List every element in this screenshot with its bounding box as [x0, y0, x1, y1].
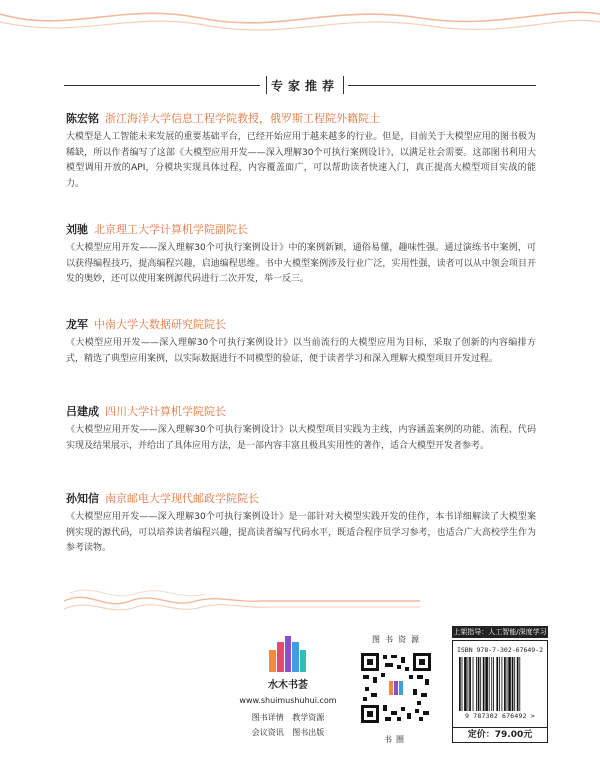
endorser-title: 四川大学计算机学院院长	[105, 405, 226, 418]
endorsement-text: 《大模型应用开发——深入理解30个可执行案例设计》以当前流行的大模型应用为目标，采取了创新的内容编排方式，精选了典型应用案例，以实际数据进行不同模型的验证，便于读者学习和深入理解大模型项目开发过程。	[66, 338, 536, 364]
bottom-wave-decoration	[60, 583, 420, 619]
isbn-text: ISBN 978-7-302-67649-2	[456, 646, 544, 654]
barcode-digits: 9 787302 676492 >	[465, 712, 535, 720]
endorser-name: 龙军	[66, 318, 88, 331]
endorsement-text: 《大模型应用开发——深入理解30个可执行案例设计》以大模型项目实践为主线，内容涵盖案例的功能、流程、代码实现及结果展示，并给出了具体应用方法，是一部内容丰富且极具实用性的著作，适合大模型开发者参考。	[66, 425, 536, 451]
endorser-title: 浙江海洋大学信息工程学院教授，俄罗斯工程院外籍院士	[105, 112, 380, 125]
publisher-logo-icon	[266, 634, 308, 674]
shelving-category: 上架指导：人工智能/深度学习	[453, 628, 547, 636]
header-rule-left	[64, 85, 260, 86]
endorser-name: 陈宏铭	[66, 112, 99, 125]
section-heading: 专家推荐	[270, 78, 339, 93]
endorser-name: 吕建成	[66, 405, 99, 418]
publisher-url: www.shuimushuhui.com	[239, 696, 337, 705]
barcode-box	[452, 640, 548, 728]
qr-title: 图书资源	[372, 635, 424, 644]
endorsement-text: 《大模型应用开发——深入理解30个可执行案例设计》是一部针对大模型实践开发的佳作，本书详细解读了大模型案例实现的源代码，可以培养读者编程兴趣，提高读者编写代码水平，既适合程序员学习参考，也适合广大高校学生作为参考读物。	[66, 512, 536, 553]
endorser-name: 刘驰	[66, 223, 88, 236]
endorser-title: 北京理工大学计算机学院副院长	[94, 223, 248, 236]
endorsement-chen-hongming	[66, 112, 536, 192]
endorsement-lv-jiancheng	[66, 405, 536, 454]
endorsement-sun-zhixin	[66, 492, 536, 557]
endorser-title: 中南大学大数据研究院院长	[94, 318, 226, 331]
price-label: 定价：79.00元	[452, 727, 548, 743]
qr-caption: 书圈	[384, 735, 408, 744]
top-wave-decoration	[0, 0, 600, 40]
endorser-title: 南京邮电大学现代邮政学院院长	[105, 492, 259, 505]
endorsement-liu-chi	[66, 223, 536, 288]
qr-code-icon	[361, 653, 431, 723]
header-rule-right	[348, 85, 536, 86]
endorsement-text: 大模型是人工智能未来发展的重要基础平台，已经开始应用于越来越多的行业。但是，目前关于大模型应用的图书极为稀缺，所以作者编写了这部《大模型应用开发——深入理解30个可执行案例设计》，以满足社会需要。这部图书利用大模型调用开放的API，分模块实现具体过程，内容覆盖面广，可以帮助读者快速入门，真正提高大模型项目实战的能力。	[66, 132, 536, 189]
endorsement-text: 《大模型应用开发——深入理解30个可执行案例设计》中的案例新颖，通俗易懂，趣味性强。通过演练书中案例，可以获得编程技巧，提高编程兴趣，启迪编程思维。书中大模型案例涉及行业广泛，实用性强，读者可以从中领会项目开发的奥妙，还可以使用案例源代码进行二次开发，举一反三。	[66, 243, 536, 284]
endorsement-long-jun	[66, 318, 536, 367]
publisher-links-row2: 会议资讯 图书出版	[251, 728, 325, 737]
barcode-icon	[459, 657, 541, 711]
header-box	[266, 76, 344, 94]
publisher-links-row1: 图书详情 教学资源	[251, 713, 325, 722]
publisher-logo-text: 水木书荟	[268, 680, 308, 691]
endorser-name: 孙知信	[66, 492, 99, 505]
